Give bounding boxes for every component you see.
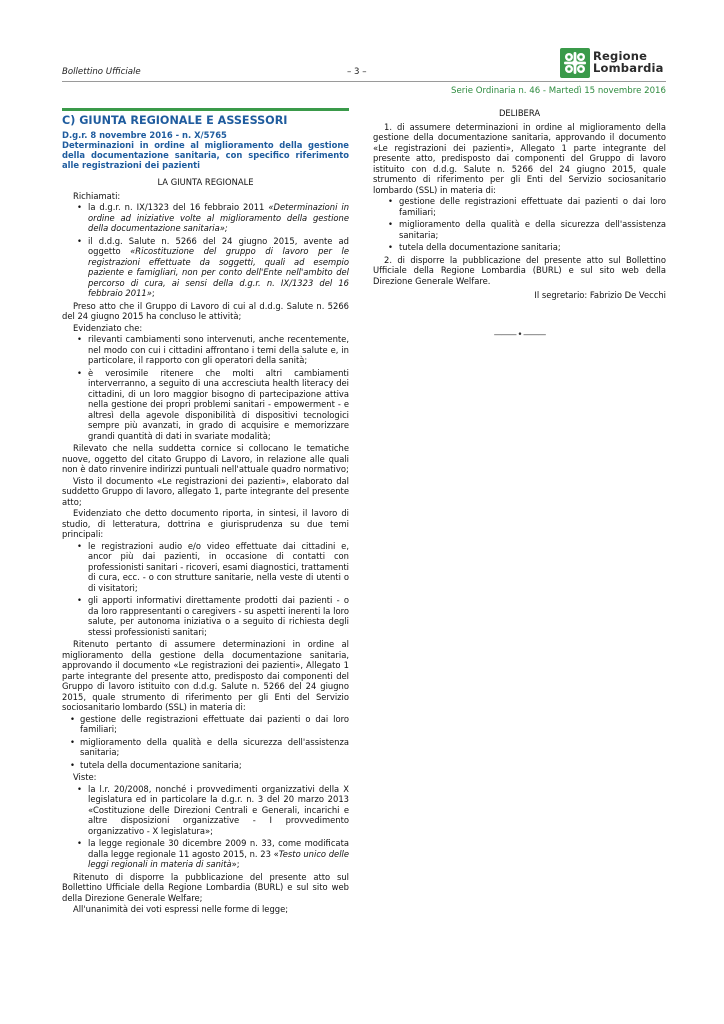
viste-label: Viste: xyxy=(73,772,97,782)
signature: Il segretario: Fabrizio De Vecchi xyxy=(534,290,666,300)
page-number: – 3 – xyxy=(347,67,367,77)
end-separator: ——— • ——— xyxy=(493,328,546,339)
paragraph-pubblicazione: Ritenuto di disporre la pubblicazione del presente atto sul Bollettino Ufficiale della Regione Lombardia (BURL) e sul sito web della Direzione Generale Welfare; xyxy=(62,871,349,903)
list-item: • gli apporti informativi direttamente prodotti dai pazienti - o da loro rappresentanti o caregivers - su aspetti inerenti la loro salute, per autonoma iniziativa o a seguito di richiesta degli stessi professionisti sanitari; xyxy=(62,595,349,637)
temi-list xyxy=(62,541,349,638)
evidenziato-list xyxy=(62,334,349,441)
list-item: • tutela della documentazione sanitaria; xyxy=(62,760,349,771)
series-info: Serie Ordinaria n. 46 - Martedì 15 novembre 2016 xyxy=(451,86,666,96)
list-item: • la legge regionale 30 dicembre 2009 n. 33, come modificata dalla legge regionale 11 agosto 2015, n. 23 «Testo unico delle leggi regionali in materia di sanità»; xyxy=(62,838,349,870)
right-column xyxy=(373,108,666,339)
paragraph-preso-atto: Preso atto che il Gruppo di Lavoro di cui al d.d.g. Salute n. 5266 del 24 giugno 2015 ha concluso le attività; xyxy=(62,300,349,321)
viste-list xyxy=(62,784,349,870)
materie-list-right xyxy=(373,196,666,253)
evidenziato-label: Evidenziato che: xyxy=(73,322,143,333)
list-item: • gestione delle registrazioni effettuate dai pazienti o dai loro familiari; xyxy=(373,196,666,217)
list-item: • miglioramento della qualità e della sicurezza dell'assistenza sanitaria; xyxy=(62,737,349,758)
header-rule xyxy=(62,81,666,82)
publication-name: Bollettino Ufficiale xyxy=(62,67,141,77)
body-heading: LA GIUNTA REGIONALE xyxy=(157,177,254,187)
list-item: • le registrazioni audio e/o video effettuate dai cittadini e, ancor più dai pazienti, in occasione di contatti con professionisti sanitari - ricoveri, esami diagnostici, trattamenti di cura, ecc. - o con strutture sanitarie, nella veste di utenti o di visitatori; xyxy=(62,541,349,594)
dgr-number: D.g.r. 8 novembre 2016 - n. X/5765 xyxy=(62,130,227,140)
list-item: • rilevanti cambiamenti sono intervenuti, anche recentemente, nel modo con cui i cittadini affrontano i temi della salute e, in particolare, il rapporto con gli operatori della sanità; xyxy=(62,334,349,366)
regione-lombardia-logo xyxy=(560,48,670,80)
list-item: • tutela della documentazione sanitaria; xyxy=(373,242,666,253)
logo-line-1: Regione xyxy=(593,49,648,63)
paragraph-unanimita: All'unanimità dei voti espressi nelle forme di legge; xyxy=(73,904,289,914)
list-item: • la d.g.r. n. IX/1323 del 16 febbraio 2011 «Determinazioni in ordine ad iniziative volte al miglioramento della gestione della documentazione sanitaria»; xyxy=(62,202,349,234)
paragraph-ritenuto: Ritenuto pertanto di assumere determinazioni in ordine al miglioramento della gestione della documentazione sanitaria, approvando il documento «Le registrazioni dei pazienti», Allegato 1 parte integrante del presente atto, predisposto dai componenti del Gruppo di lavoro istituito con d.d.g. Salute n. 5266 del 24 giugno 2015, quale strumento di riferimento per gli Enti del Servizio sociosanitario lombardo (SSL) in materia di: xyxy=(62,639,349,712)
list-item: • miglioramento della qualità e della sicurezza dell'assistenza sanitaria; xyxy=(373,219,666,240)
list-item: • è verosimile ritenere che molti altri cambiamenti interverranno, a seguito di una accresciuta health literacy dei cittadini, di un loro maggior bisogno di partecipazione attiva nella gestione dei propri problemi sanitari - empowerment - e altresì della agevole disponibilità di dispositivi tecnologici sempre più avanzati, in grado di acquisire e memorizzare grandi quantità di dati in svariate modalità; xyxy=(62,368,349,442)
list-item: • la l.r. 20/2008, nonché i provvedimenti organizzativi della X legislatura ed in particolare la d.g.r. n. 3 del 20 marzo 2013 «Costituzione delle Direzioni Centrali e Generali, incarichi e altre disposizioni organizzative - I provvedimento organizzativo - X legislatura»; xyxy=(62,784,349,837)
logo-line-2: Lombardia xyxy=(593,61,664,75)
delibera-point-2: 2. di disporre la pubblicazione del presente atto sul Bollettino Ufficiale della Regione Lombardia (BURL) e sul sito web della Direzione Generale Welfare. xyxy=(373,254,666,286)
list-item: • il d.d.g. Salute n. 5266 del 24 giugno 2015, avente ad oggetto «Ricostituzione del gruppo di lavoro per le registrazioni effettuate da soggetti, quali ad esempio paziente e famigliari, non per conto dell'Ente nell'ambito del percorso di cura, ai sensi della d.g.r. n. IX/1323 del 16 febbraio 2011»; xyxy=(62,236,349,299)
materie-list-left xyxy=(62,714,349,771)
list-item: • gestione delle registrazioni effettuate dai pazienti o dai loro familiari; xyxy=(62,714,349,735)
richiamati-label: Richiamati: xyxy=(73,190,121,201)
paragraph-visto: Visto il documento «Le registrazioni dei pazienti», elaborato dal suddetto Gruppo di lavoro, allegato 1, parte integrante del presente atto; xyxy=(62,475,349,507)
paragraph-evidenziato: Evidenziato che detto documento riporta, in sintesi, il lavoro di studio, di letteratura, dottrina e giurisprudenza su due temi principali: xyxy=(62,508,349,539)
delibera-point-1: 1. di assumere determinazioni in ordine al miglioramento della gestione della documentazione sanitaria, approvando il documento «Le registrazioni dei pazienti», Allegato 1 parte integrante del presente atto, predisposto dai componenti del Gruppo di lavoro istituito con d.d.g. Salute n. 5266 del 24 giugno 2015, quale strumento di riferimento per gli Enti del Servizio sociosanitario lombardo (SSL) in materia di: xyxy=(373,121,666,195)
left-column xyxy=(62,108,349,916)
rosa-camuna-icon xyxy=(560,48,590,78)
logo-wordmark xyxy=(593,50,664,74)
paragraph-rilevato: Rilevato che nella suddetta cornice si collocano le tematiche nuove, oggetto del citato Gruppo di Lavoro, in relazione alle quali non è dato rinvenire indirizzi puntuali nell'attuale quadro normativo; xyxy=(62,443,349,474)
section-title: C) GIUNTA REGIONALE E ASSESSORI xyxy=(62,114,288,127)
section-rule xyxy=(62,108,349,111)
delibera-heading: DELIBERA xyxy=(498,108,541,118)
dgr-subject: Determinazioni in ordine al miglioramento della gestione della documentazione sanitaria, con specifico riferimento alle registrazioni dei pazienti xyxy=(62,140,349,170)
richiamati-list xyxy=(62,202,349,299)
